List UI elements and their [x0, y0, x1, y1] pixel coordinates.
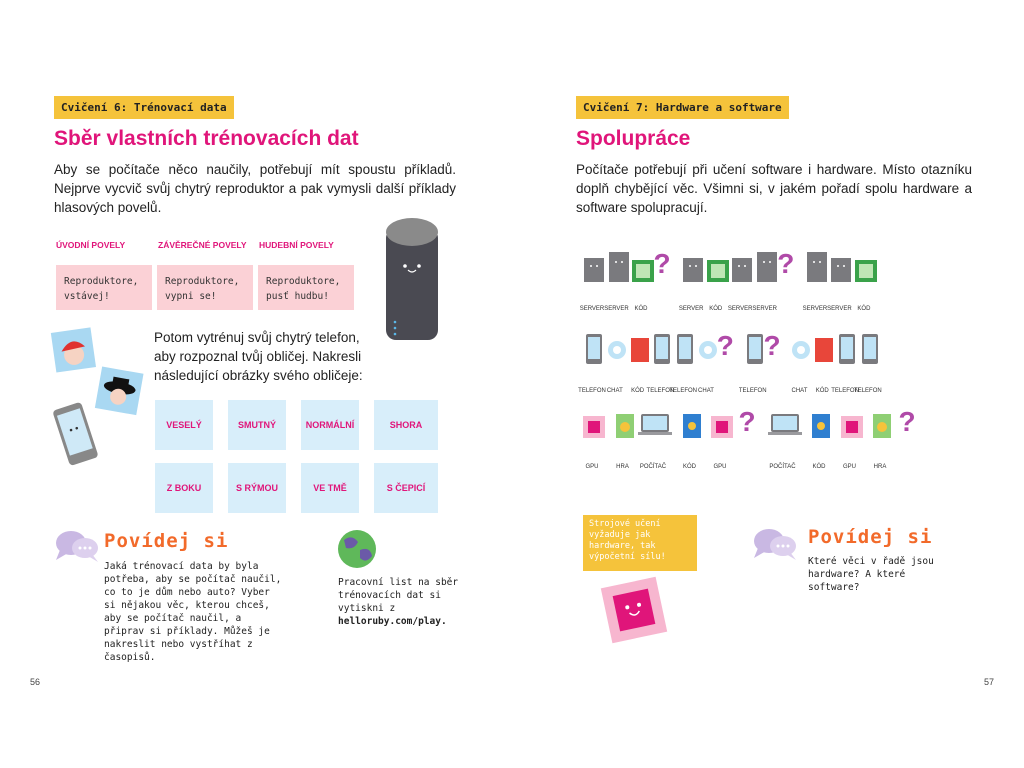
question-mark-glyph: ? — [898, 406, 916, 437]
intro-right: Počítače potřebují při učení software i hardware. Místo otazníku doplň chybějící věc. Všimni si, v jakém pořadí spolu hardware a software spolupracují. — [576, 162, 972, 215]
sequence-label: SERVER — [802, 306, 828, 312]
page-number-left: 56 — [30, 677, 41, 687]
hra-icon — [611, 408, 639, 444]
po-ta--icon — [641, 408, 669, 444]
tip-bubble — [583, 515, 697, 571]
face-box-4: SHORA — [374, 400, 438, 450]
sequence-label: KÓD — [682, 464, 696, 470]
sequence-label: TELEFON — [854, 388, 882, 394]
sequence-item — [641, 408, 669, 470]
question-mark-icon — [899, 408, 916, 436]
sequence-label: KÓD — [812, 464, 826, 470]
sequence-label: GPU — [843, 464, 857, 470]
sequence-label: SERVER — [752, 306, 777, 312]
command-box-2: Reproduktore, vypni se! — [157, 265, 253, 310]
face-box-8: S ČEPICÍ — [374, 463, 438, 513]
talk-title-right: Povídej si — [808, 526, 933, 548]
sequence-item — [852, 250, 880, 312]
face-box-1: VESELÝ — [155, 400, 213, 450]
sequence-label: SERVER — [678, 306, 704, 312]
speech-bubbles-icon — [54, 528, 100, 564]
page-title-left: Sběr vlastních trénovacích dat — [54, 127, 359, 150]
worksheet-label: Pracovní list na sběr trénovacích dat si vytiskni z — [338, 577, 459, 614]
page-title-right: Spolupráce — [576, 127, 691, 150]
command-heading-1: ÚVODNÍ POVELY — [56, 240, 126, 250]
sequence-item — [856, 332, 884, 394]
question-mark-icon — [654, 250, 671, 278]
sequence-label: TELEFON — [646, 388, 675, 394]
telefon-icon — [856, 332, 884, 368]
face-box-5: Z BOKU — [155, 463, 213, 513]
sequence-item — [807, 408, 835, 470]
worksheet-link[interactable]: helloruby.com/play. — [338, 616, 447, 627]
sequence-item — [611, 408, 639, 470]
question-mark-icon — [764, 332, 781, 360]
sequence-item — [838, 408, 866, 470]
gpu-character-icon — [594, 570, 674, 650]
sequence-item — [868, 408, 896, 470]
sequence-label: KÓD — [634, 306, 648, 312]
question-mark-icon — [739, 408, 756, 436]
gpu-icon — [708, 408, 736, 444]
sequence-label: GPU — [585, 464, 599, 470]
sequence-item — [678, 408, 706, 470]
command-heading-3: HUDEBNÍ POVELY — [259, 240, 334, 250]
k-d-icon — [678, 408, 706, 444]
command-box-1: Reproduktore, vstávej! — [56, 265, 152, 310]
sequence-item — [771, 408, 799, 470]
sequence-label: CHAT — [606, 388, 623, 394]
command-heading-2: ZÁVĚREČNÉ POVELY — [158, 240, 247, 250]
tip-bubble-text: Strojové učení vyžaduje jak hardware, tak výpočetní sílu! — [589, 519, 666, 562]
sequence-label: TELEFON — [669, 388, 698, 394]
face-photos-illustration — [48, 322, 156, 467]
face-box-6: S RÝMOU — [228, 463, 286, 513]
sequence-label: HRA — [616, 464, 629, 470]
sequence-label: SERVER — [727, 306, 753, 312]
talk-title-left: Povídej si — [104, 530, 229, 552]
phone-paragraph: Potom vytrénuj svůj chytrý telefon, aby rozpoznal tvůj obličej. Nakresli následující obrázky svého obličeje: — [154, 330, 363, 383]
sequence-label: POČÍTAČ — [639, 464, 667, 470]
sequence-label: HRA — [873, 464, 887, 470]
sequence-label: CHAT — [698, 388, 714, 394]
sequence-label: TELEFON — [578, 388, 606, 394]
gpu-icon — [838, 408, 866, 444]
k-d-icon — [807, 408, 835, 444]
question-mark-glyph: ? — [716, 330, 734, 361]
hra-icon — [868, 408, 896, 444]
po-ta--icon — [771, 408, 799, 444]
sequence-label: SERVER — [827, 306, 852, 312]
sequence-item — [580, 408, 608, 470]
sequence-label: SERVER — [604, 306, 629, 312]
sequence-label: GPU — [713, 464, 727, 470]
face-box-3: NORMÁLNÍ — [301, 400, 359, 450]
intro-left: Aby se počítače něco naučily, potřebují mít spoustu příkladů. Nejprve vycvič svůj chytrý reproduktor a pak vymysli další příklady hlasových povelů. — [54, 162, 456, 215]
smart-speaker-icon — [380, 214, 444, 344]
sequence-label: TELEFON — [831, 388, 859, 394]
command-box-3: Reproduktore, pusť hudbu! — [258, 265, 354, 310]
worksheet-text — [338, 576, 468, 628]
sequence-label: KÓD — [857, 306, 871, 312]
exercise-tag-right: Cvičení 7: Hardware a software — [576, 96, 789, 119]
sequence-label: KÓD — [815, 388, 829, 394]
question-mark-glyph: ? — [738, 406, 756, 437]
sequence-item — [708, 408, 736, 470]
exercise-tag-left: Cvičení 6: Trénovací data — [54, 96, 234, 119]
gpu-icon — [580, 408, 608, 444]
k-d-icon — [852, 250, 880, 286]
globe-icon — [336, 528, 378, 570]
face-box-7: VE TMĚ — [301, 463, 359, 513]
question-mark-glyph: ? — [653, 248, 671, 279]
face-box-2: SMUTNÝ — [228, 400, 286, 450]
sequence-label: POČÍTAČ — [769, 464, 796, 470]
question-mark-icon — [717, 332, 734, 360]
speech-bubbles-icon-right — [752, 526, 798, 562]
sequence-label: TELEFON — [738, 388, 767, 394]
sequence-label: CHAT — [791, 388, 808, 394]
sequence-label: KÓD — [709, 306, 723, 312]
sequence-label: KÓD — [631, 388, 645, 394]
question-mark-glyph: ? — [777, 248, 795, 279]
talk-text-left: Jaká trénovací data by byla potřeba, aby se počítač naučil, co to je dům nebo auto? Vyber si nějakou věc, kterou chceš, aby se počítač naučil, a připrav si příklady. Můžeš je nakreslit nebo vystříhat z časopisů. — [104, 561, 282, 663]
talk-text-right: Které věci v řadě jsou hardware? A které software? — [808, 556, 934, 593]
sequence-label: SERVER — [579, 306, 605, 312]
page-number-right: 57 — [984, 677, 995, 687]
question-mark-glyph: ? — [763, 330, 781, 361]
question-mark-icon — [777, 250, 794, 278]
